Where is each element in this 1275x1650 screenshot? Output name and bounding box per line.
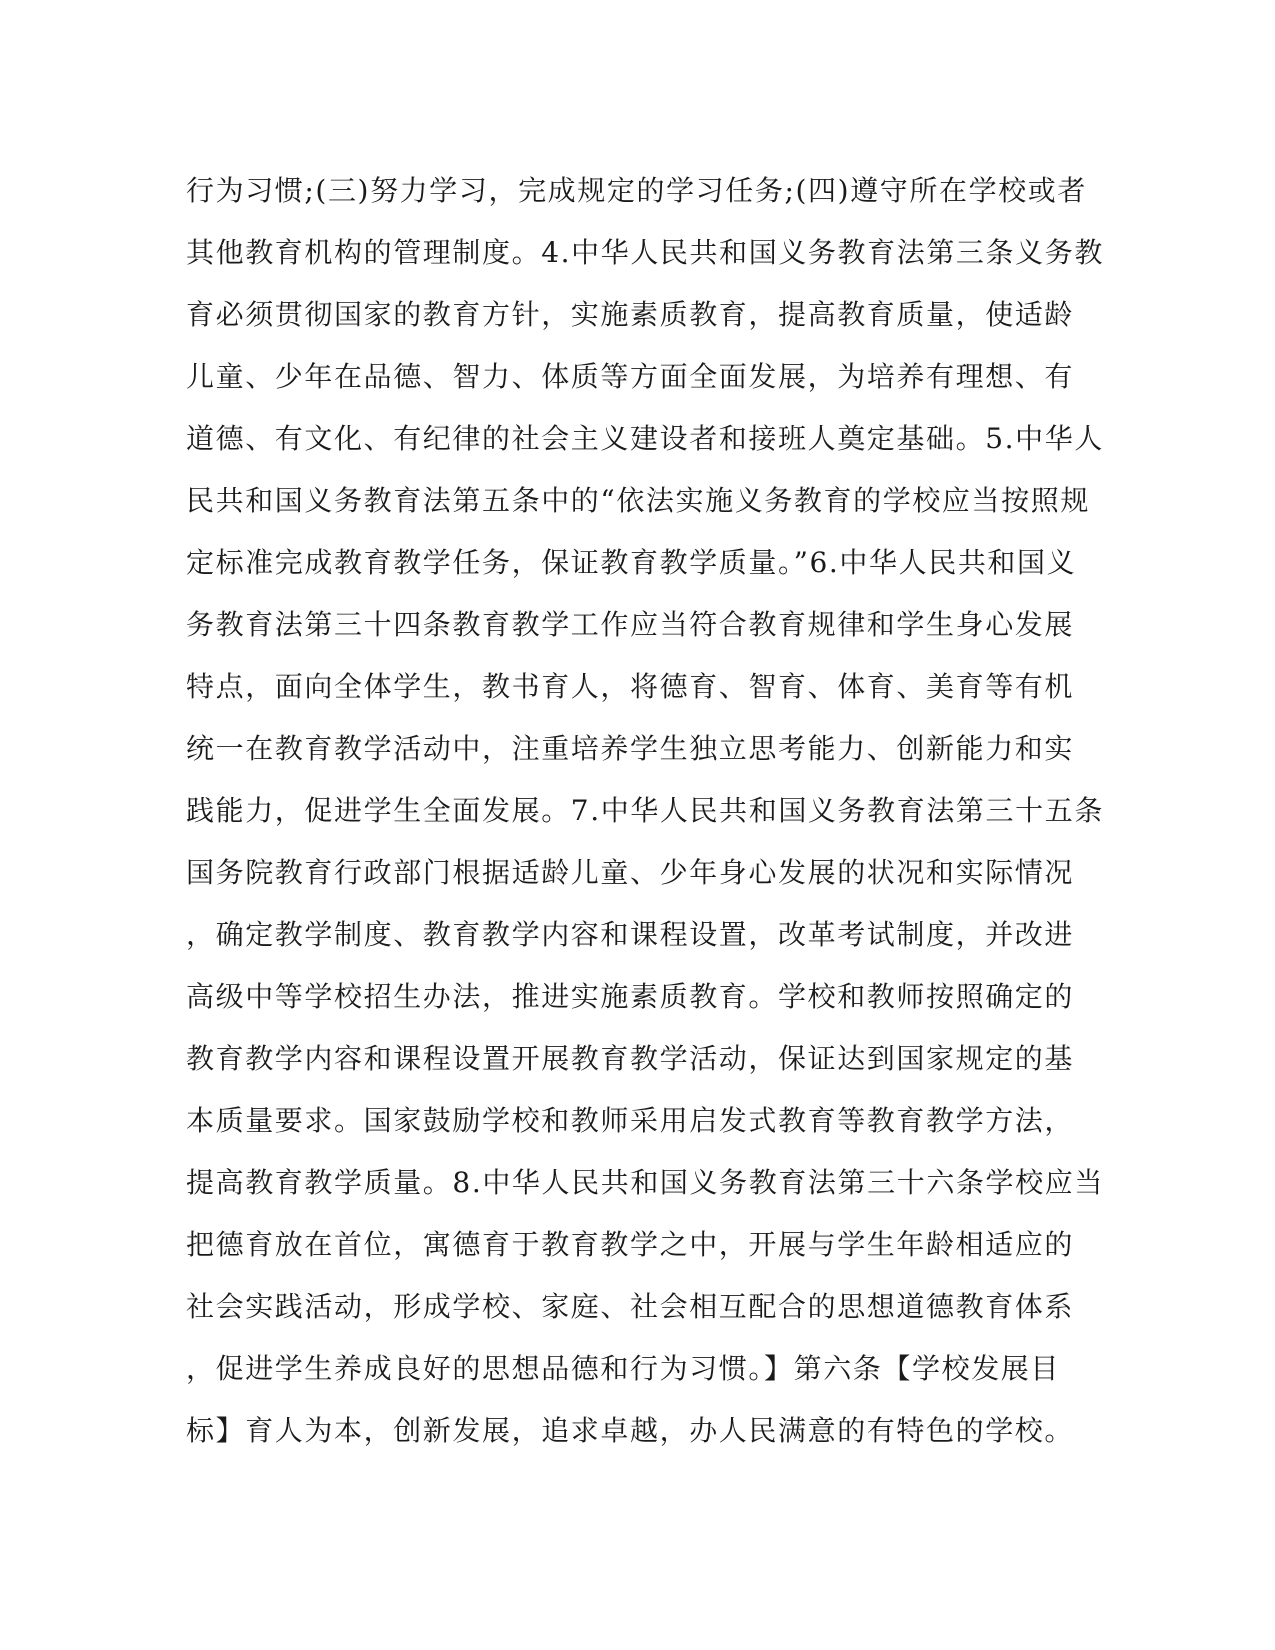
text-line-19: 社会实践活动，形成学校、家庭、社会相互配合的思想道德教育体系 — [186, 1290, 1075, 1323]
text-line-15: 教育教学内容和课程设置开展教育教学活动，保证达到国家规定的基 — [186, 1042, 1075, 1075]
text-line-16: 本质量要求。国家鼓励学校和教师采用启发式教育等教育教学方法， — [186, 1104, 1075, 1137]
text-line-21: 标】育人为本，创新发展，追求卓越，办人民满意的有特色的学校。 — [186, 1414, 1075, 1447]
body-text — [186, 160, 1104, 1462]
text-line-6: 民共和国义务教育法第五条中的“依法实施义务教育的学校应当按照规 — [186, 484, 1090, 517]
text-line-5: 道德、有文化、有纪律的社会主义建设者和接班人奠定基础。5.中华人 — [186, 422, 1104, 455]
text-line-4: 儿童、少年在品德、智力、体质等方面全面发展，为培养有理想、有 — [186, 360, 1075, 393]
text-line-8: 务教育法第三十四条教育教学工作应当符合教育规律和学生身心发展 — [186, 608, 1075, 641]
text-line-7: 定标准完成教育教学任务，保证教育教学质量。”6.中华人民共和国义 — [186, 546, 1077, 579]
text-line-17: 提高教育教学质量。8.中华人民共和国义务教育法第三十六条学校应当 — [186, 1166, 1104, 1199]
text-line-14: 高级中等学校招生办法，推进实施素质教育。学校和教师按照确定的 — [186, 980, 1075, 1013]
text-line-20: ，促进学生养成良好的思想品德和行为习惯。】第六条【学校发展目 — [186, 1352, 1061, 1385]
text-line-12: 国务院教育行政部门根据适龄儿童、少年身心发展的状况和实际情况 — [186, 856, 1075, 889]
text-line-3: 育必须贯彻国家的教育方针，实施素质教育，提高教育质量，使适龄 — [186, 298, 1075, 331]
text-line-11: 践能力，促进学生全面发展。7.中华人民共和国义务教育法第三十五条 — [186, 794, 1104, 827]
text-line-9: 特点，面向全体学生，教书育人，将德育、智育、体育、美育等有机 — [186, 670, 1075, 703]
text-line-10: 统一在教育教学活动中，注重培养学生独立思考能力、创新能力和实 — [186, 732, 1075, 765]
text-line-2: 其他教育机构的管理制度。4.中华人民共和国义务教育法第三条义务教 — [186, 236, 1104, 269]
text-line-18: 把德育放在首位，寓德育于教育教学之中，开展与学生年龄相适应的 — [186, 1228, 1075, 1261]
text-line-1: 行为习惯;(三)努力学习，完成规定的学习任务;(四)遵守所在学校或者 — [186, 174, 1087, 207]
text-line-13: ，确定教学制度、教育教学内容和课程设置，改革考试制度，并改进 — [186, 918, 1075, 951]
